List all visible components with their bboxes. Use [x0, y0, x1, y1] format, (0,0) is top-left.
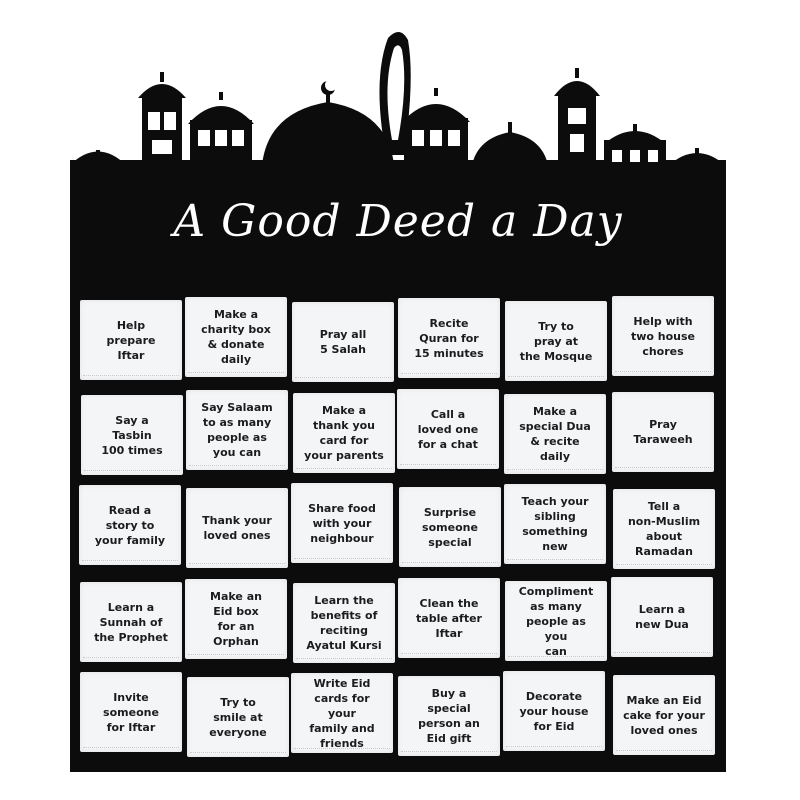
deed-text: Buy a special person an Eid gift — [418, 687, 480, 745]
deed-card[interactable] — [612, 392, 714, 472]
deed-text: Decorate your house for Eid — [519, 689, 589, 733]
banner-title: A Good Deed a Day — [173, 196, 623, 247]
deed-card[interactable] — [612, 296, 714, 376]
deed-card[interactable] — [291, 483, 393, 563]
deed-text: Help with two house chores — [630, 314, 696, 358]
deed-card[interactable] — [398, 676, 500, 756]
deed-card[interactable] — [186, 488, 288, 568]
deed-card[interactable] — [185, 297, 287, 377]
deed-text: Pray all 5 Salah — [319, 328, 367, 356]
deed-text: Make a special Dua & recite daily — [519, 405, 591, 463]
deed-text: Call a loved one for a chat — [417, 407, 479, 451]
deed-card[interactable] — [293, 393, 395, 473]
deed-card[interactable] — [81, 395, 183, 475]
deed-text: Learn the benefits of reciting Ayatul Kursi — [306, 594, 382, 652]
deed-card[interactable] — [504, 484, 606, 564]
deed-text: Thank your loved ones — [202, 514, 272, 542]
deed-card[interactable] — [185, 579, 287, 659]
deed-card[interactable] — [291, 673, 393, 753]
deed-card[interactable] — [398, 298, 500, 378]
deed-text: Say a Tasbin 100 times — [101, 413, 163, 457]
deed-text: Make a charity box & donate daily — [201, 308, 271, 366]
deed-card[interactable] — [292, 302, 394, 382]
deed-card[interactable] — [397, 389, 499, 469]
deed-text: Surprise someone special — [422, 505, 478, 549]
deed-card[interactable] — [503, 671, 605, 751]
deed-card[interactable] — [611, 577, 713, 657]
deed-text: Make an Eid box for an Orphan — [210, 590, 262, 648]
deed-card[interactable] — [504, 394, 606, 474]
deed-text: Write Eid cards for your family and friends — [309, 676, 375, 750]
deed-text: Try to smile at everyone — [209, 695, 267, 739]
deed-text: Share food with your neighbour — [308, 501, 376, 545]
deed-text: Help prepare Iftar — [106, 318, 156, 362]
deed-text: Teach your sibling something new — [521, 495, 589, 553]
deed-text: Try to pray at the Mosque — [519, 319, 593, 363]
deed-card[interactable] — [505, 581, 607, 661]
deed-card[interactable] — [80, 300, 182, 380]
deed-card[interactable] — [80, 582, 182, 662]
deed-card[interactable] — [186, 390, 288, 470]
deed-card[interactable] — [399, 487, 501, 567]
deed-card[interactable] — [187, 677, 289, 757]
deed-text: Say Salaam to as many people as you can — [201, 401, 273, 459]
deed-text: Learn a Sunnah of the Prophet — [94, 600, 168, 644]
deed-card[interactable] — [293, 583, 395, 663]
deed-card[interactable] — [613, 675, 715, 755]
deed-text: Recite Quran for 15 minutes — [414, 316, 484, 360]
deed-card[interactable] — [80, 672, 182, 752]
deed-text: Clean the table after Iftar — [416, 596, 482, 640]
deed-text: Learn a new Dua — [635, 603, 689, 631]
deed-text: Make a thank you card for your parents — [304, 404, 384, 462]
deed-card[interactable] — [79, 485, 181, 565]
deed-card[interactable] — [505, 301, 607, 381]
deed-text: Make an Eid cake for your loved ones — [623, 693, 705, 737]
deed-text: Invite someone for Iftar — [103, 690, 159, 734]
deed-card[interactable] — [398, 578, 500, 658]
deed-text: Compliment as many people as you can — [518, 584, 594, 658]
deed-text: Tell a non-Muslim about Ramadan — [627, 500, 701, 558]
deed-text: Pray Taraweeh — [633, 418, 693, 446]
deed-text: Read a story to your family — [94, 503, 166, 547]
deed-card[interactable] — [613, 489, 715, 569]
